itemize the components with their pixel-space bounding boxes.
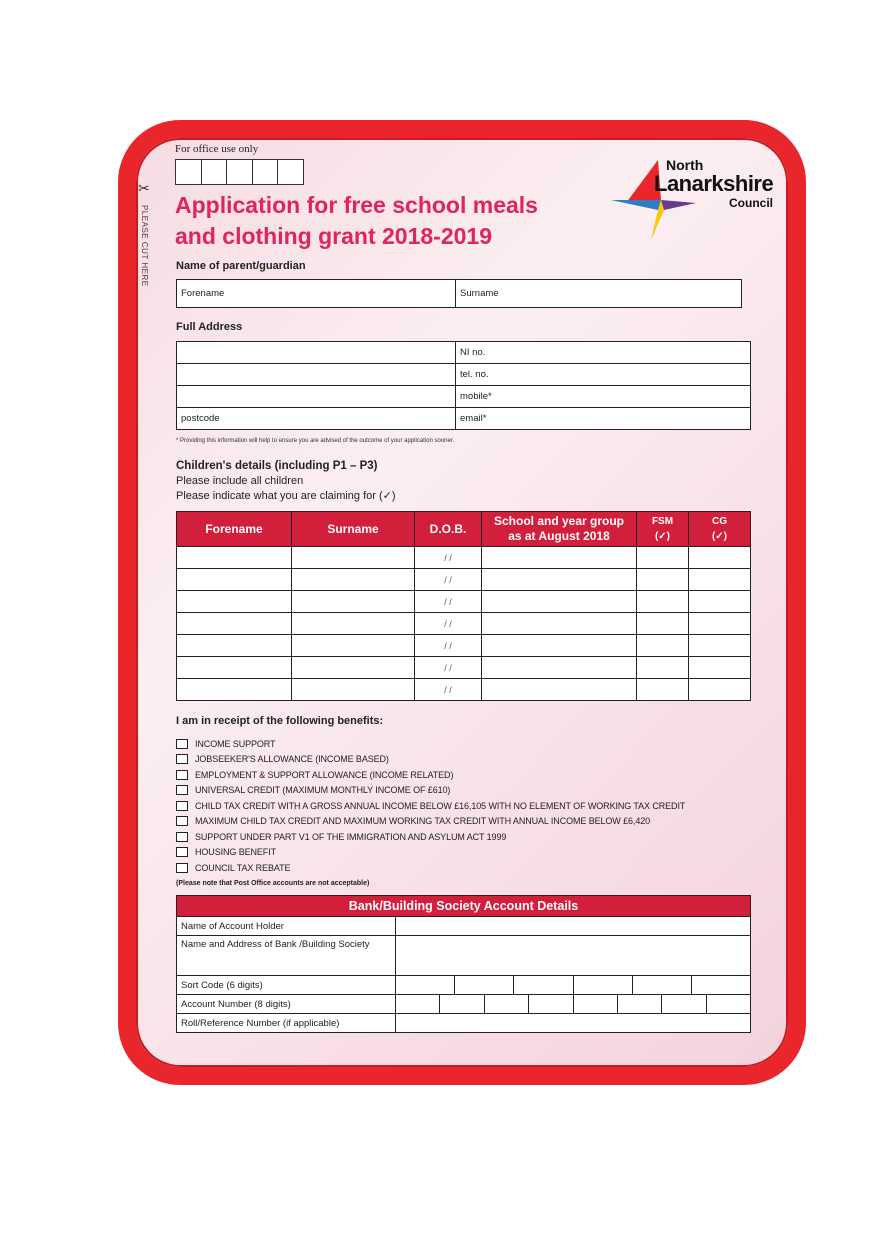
cell[interactable] [292,679,415,701]
table-row [177,569,751,591]
children-table [176,511,751,701]
office-use-boxes[interactable] [175,159,303,185]
benefit-label: COUNCIL TAX REBATE [195,862,291,873]
table-row [177,657,751,679]
benefit-label: UNIVERSAL CREDIT (MAXIMUM MONTHLY INCOME OF £610) [195,785,451,796]
col-school-line1: School and year group [493,514,625,528]
checkbox[interactable] [176,754,188,764]
parent-label: Name of parent/guardian [176,260,306,272]
benefits-list [176,736,685,876]
bank-details-table [176,895,751,1033]
email-field[interactable]: email* [456,408,751,430]
table-row [177,591,751,613]
address-line[interactable] [177,386,456,408]
cell[interactable] [482,591,637,613]
cell[interactable] [292,569,415,591]
benefits-label: I am in receipt of the following benefits: [176,715,384,727]
cell[interactable] [177,679,292,701]
cell[interactable] [482,569,637,591]
cell[interactable] [292,547,415,569]
digit-box[interactable] [484,995,528,1013]
col-forename: Forename [177,512,292,547]
digit-box[interactable] [528,995,572,1013]
benefit-option[interactable] [176,767,685,783]
fsm-cell[interactable] [637,635,689,657]
col-dob: D.O.B. [415,512,482,547]
benefit-option[interactable] [176,845,685,861]
cell[interactable] [292,635,415,657]
benefit-option[interactable] [176,860,685,876]
benefit-label: MAXIMUM CHILD TAX CREDIT AND MAXIMUM WORKING TAX CREDIT WITH ANNUAL INCOME BELOW £6,420 [195,816,651,827]
bank-address-input[interactable] [396,936,751,976]
checkbox[interactable] [176,863,188,873]
fsm-cell[interactable] [637,591,689,613]
digit-box[interactable] [617,995,661,1013]
fsm-cell[interactable] [637,657,689,679]
cg-cell[interactable] [689,657,751,679]
post-office-note: (Please note that Post Office accounts are not acceptable) [176,880,370,887]
office-box[interactable] [277,159,304,185]
forename-field[interactable]: Forename [177,280,456,308]
office-box[interactable] [201,159,228,185]
surname-field[interactable]: Surname [456,280,742,308]
office-use-label: For office use only [175,143,259,155]
benefit-label: INCOME SUPPORT [195,738,276,749]
digit-box[interactable] [454,976,513,994]
col-fsm-tick: (✓) [654,531,671,542]
cell[interactable] [177,569,292,591]
checkbox[interactable] [176,832,188,842]
digit-box[interactable] [632,976,691,994]
col-school-line2: as at August 2018 [508,529,610,543]
checkbox[interactable] [176,816,188,826]
digit-box[interactable] [573,976,632,994]
cg-cell[interactable] [689,613,751,635]
dob-cell[interactable]: / / [415,679,482,701]
col-cg [689,512,751,547]
parent-name-table [176,279,742,308]
ni-field[interactable]: NI no. [456,342,751,364]
checkbox[interactable] [176,770,188,780]
cg-cell[interactable] [689,591,751,613]
address-label: Full Address [176,321,243,333]
digit-box[interactable] [439,995,483,1013]
mobile-field[interactable]: mobile* [456,386,751,408]
checkbox[interactable] [176,785,188,795]
cell[interactable] [177,657,292,679]
cell[interactable] [482,613,637,635]
dob-cell[interactable]: / / [415,591,482,613]
holder-input[interactable] [396,917,751,936]
logo-lanarkshire: Lanarkshire [654,171,774,196]
benefit-option[interactable] [176,752,685,768]
office-box[interactable] [175,159,202,185]
dob-cell[interactable]: / / [415,569,482,591]
fsm-cell[interactable] [637,613,689,635]
cell[interactable] [482,679,637,701]
holder-label: Name of Account Holder [177,917,396,936]
digit-box[interactable] [396,995,439,1013]
scissors-icon: ✂ [138,180,150,196]
tel-field[interactable]: tel. no. [456,364,751,386]
bank-address-label: Name and Address of Bank /Building Society [177,936,396,976]
title-line-1: Application for free school meals [175,192,538,218]
table-row [177,679,751,701]
benefit-option[interactable] [176,783,685,799]
address-line[interactable] [177,364,456,386]
cell[interactable] [177,613,292,635]
address-table [176,341,751,430]
col-surname: Surname [292,512,415,547]
fsm-cell[interactable] [637,547,689,569]
table-row [177,547,751,569]
fsm-cell[interactable] [637,679,689,701]
benefit-option[interactable] [176,736,685,752]
benefit-option[interactable] [176,798,685,814]
benefit-label: JOBSEEKER'S ALLOWANCE (INCOME BASED) [195,754,389,765]
cell[interactable] [482,547,637,569]
office-box[interactable] [252,159,279,185]
logo-council: Council [729,196,773,210]
digit-box[interactable] [706,995,750,1013]
logo-north: North [666,157,704,173]
dob-cell[interactable]: / / [415,635,482,657]
checkbox[interactable] [176,847,188,857]
cell[interactable] [292,591,415,613]
benefit-label: EMPLOYMENT & SUPPORT ALLOWANCE (INCOME RELATED) [195,769,454,780]
title-line-2: and clothing grant 2018-2019 [175,223,492,249]
dob-cell[interactable]: / / [415,657,482,679]
table-row [177,635,751,657]
digit-box[interactable] [573,995,617,1013]
checkbox[interactable] [176,801,188,811]
col-fsm [637,512,689,547]
account-number-label: Account Number (8 digits) [177,995,396,1014]
digit-box[interactable] [513,976,572,994]
info-note: * Providing this information will help to ensure you are advised of the outcome of your application sooner. [176,438,455,444]
benefit-option[interactable] [176,829,685,845]
include-all-note: Please include all children [176,475,304,487]
children-label: Children's details (including P1 – P3) [176,460,378,472]
page-title [175,190,595,252]
office-box[interactable] [226,159,253,185]
cell[interactable] [482,657,637,679]
checkbox[interactable] [176,739,188,749]
dob-cell[interactable]: / / [415,547,482,569]
cg-cell[interactable] [689,547,751,569]
col-school [482,512,637,547]
col-fsm-label: FSM [651,516,674,527]
col-cg-tick: (✓) [711,531,728,542]
address-line[interactable] [177,342,456,364]
sort-code-label: Sort Code (6 digits) [177,976,396,995]
table-row [177,613,751,635]
cg-cell[interactable] [689,679,751,701]
dob-cell[interactable]: / / [415,613,482,635]
sort-code-input[interactable] [396,976,751,995]
benefit-option[interactable] [176,814,685,830]
indicate-note: Please indicate what you are claiming for (✓) [176,490,396,502]
fsm-cell[interactable] [637,569,689,591]
digit-box[interactable] [396,976,454,994]
digit-box[interactable] [691,976,750,994]
cell[interactable] [177,547,292,569]
digit-box[interactable] [661,995,705,1013]
cell[interactable] [292,657,415,679]
cell[interactable] [482,635,637,657]
cell[interactable] [292,613,415,635]
account-number-input[interactable] [396,995,751,1014]
bank-header: Bank/Building Society Account Details [177,896,751,917]
cg-cell[interactable] [689,635,751,657]
col-cg-label: CG [712,516,727,527]
benefit-label: CHILD TAX CREDIT WITH A GROSS ANNUAL INCOME BELOW £16,105 WITH NO ELEMENT OF WORKING TAX CREDIT [195,800,686,811]
cell[interactable] [177,591,292,613]
cut-here-label: PLEASE CUT HERE [140,205,149,287]
roll-number-input[interactable] [396,1014,751,1033]
postcode-field[interactable]: postcode [177,408,456,430]
benefit-label: HOUSING BENEFIT [195,847,277,858]
benefit-label: SUPPORT UNDER PART V1 OF THE IMMIGRATION AND ASYLUM ACT 1999 [195,831,507,842]
cg-cell[interactable] [689,569,751,591]
cell[interactable] [177,635,292,657]
roll-number-label: Roll/Reference Number (if applicable) [177,1014,396,1033]
